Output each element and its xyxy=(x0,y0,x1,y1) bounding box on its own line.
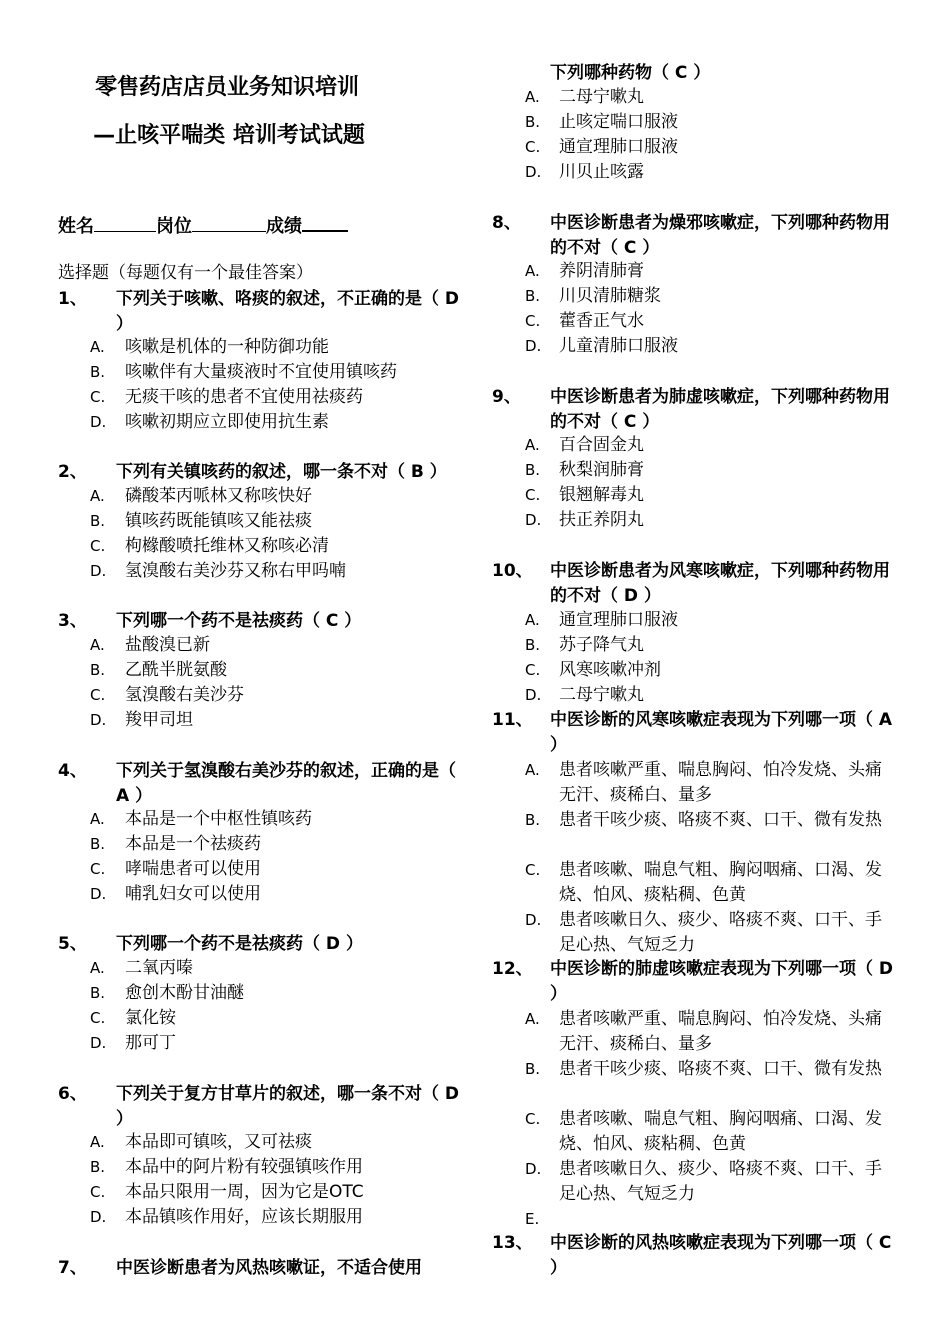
option-list xyxy=(0,335,470,435)
option[interactable] xyxy=(478,458,950,483)
option-letter: D. xyxy=(90,711,107,729)
question-number: 3、 xyxy=(58,611,87,631)
option-list xyxy=(478,608,950,708)
option[interactable] xyxy=(478,608,950,633)
option[interactable] xyxy=(0,1006,470,1031)
option-text: 藿香正气水 xyxy=(559,311,644,331)
option-text: 患者咳嗽严重、喘息胸闷、怕冷发烧、头痛无汗、痰稀白、量多 xyxy=(559,1009,882,1054)
option-letter: B. xyxy=(525,1060,541,1078)
option[interactable] xyxy=(478,284,950,309)
option[interactable] xyxy=(478,334,950,359)
option-list xyxy=(478,259,950,359)
option-letter: A. xyxy=(90,810,105,828)
option[interactable] xyxy=(0,534,470,559)
score-blank[interactable] xyxy=(302,212,348,232)
option-letter: C. xyxy=(525,861,541,879)
option-letter: B. xyxy=(90,661,106,679)
option-text: 川贝止咳露 xyxy=(559,162,644,182)
option[interactable] xyxy=(0,832,470,857)
option-letter: A. xyxy=(525,262,540,280)
option-text: 患者咳嗽日久、痰少、咯痰不爽、口干、手足心热、气短乏力 xyxy=(559,1159,882,1204)
option-letter: C. xyxy=(90,1009,106,1027)
option-text: 氯化铵 xyxy=(125,1008,176,1028)
option-text: 本品只限用一周，因为它是OTC xyxy=(125,1182,364,1202)
document-title: 零售药店店员业务知识培训 xyxy=(94,75,359,100)
option-letter: D. xyxy=(525,911,542,929)
option[interactable] xyxy=(0,807,470,832)
option-letter: C. xyxy=(525,138,541,156)
question-stem: 中医诊断的风寒咳嗽症表现为下列哪一项（ A ） xyxy=(550,710,893,755)
option[interactable] xyxy=(478,658,950,683)
option-letter: C. xyxy=(525,661,541,679)
option-text: 哺乳妇女可以使用 xyxy=(125,884,261,904)
option-text: 无痰干咳的患者不宜使用祛痰药 xyxy=(125,387,363,407)
option[interactable] xyxy=(0,1155,470,1180)
option-letter: B. xyxy=(525,636,541,654)
option-letter: A. xyxy=(525,611,540,629)
option-letter: C. xyxy=(525,312,541,330)
option[interactable] xyxy=(478,683,950,708)
question-stem: 下列关于氢溴酸右美沙芬的叙述，正确的是（ A ） xyxy=(116,761,456,806)
document-subtitle: —止咳平喘类 培训考试试题 xyxy=(93,123,365,148)
option-text: 风寒咳嗽冲剂 xyxy=(559,660,661,680)
instructions: 选择题（每题仅有一个最佳答案） xyxy=(58,263,313,283)
question-number: 5、 xyxy=(58,934,87,954)
option-letter: C. xyxy=(90,1183,106,1201)
question-stem: 下列哪一个药不是祛痰药（ C ） xyxy=(116,611,362,631)
option-letter: D. xyxy=(525,511,542,529)
option-list xyxy=(0,633,470,733)
option[interactable] xyxy=(0,385,470,410)
option-text: 扶正养阴丸 xyxy=(559,510,644,530)
option[interactable] xyxy=(478,110,950,135)
option-text: 咳嗽伴有大量痰液时不宜使用镇咳药 xyxy=(125,362,397,382)
option-text: 磷酸苯丙哌林又称咳快好 xyxy=(125,486,312,506)
option[interactable] xyxy=(0,360,470,385)
option[interactable] xyxy=(0,1031,470,1056)
option-text: 止咳定喘口服液 xyxy=(559,112,678,132)
option-letter: A. xyxy=(525,88,540,106)
option-text: 通宣理肺口服液 xyxy=(559,137,678,157)
option-letter: B. xyxy=(90,512,106,530)
option[interactable] xyxy=(0,410,470,435)
question-number: 12、 xyxy=(492,959,533,979)
option[interactable] xyxy=(478,309,950,334)
option-text: 二母宁嗽丸 xyxy=(559,87,644,107)
option[interactable] xyxy=(478,808,950,858)
question-stem: 中医诊断患者为风寒咳嗽症，下列哪种药物用的不对（ D ） xyxy=(550,561,890,606)
option[interactable] xyxy=(0,882,470,907)
option-letter: A. xyxy=(90,636,105,654)
option[interactable] xyxy=(0,658,470,683)
option-text: 患者咳嗽、喘息气粗、胸闷咽痛、口渴、发烧、怕风、痰粘稠、色黄 xyxy=(559,1109,882,1154)
option-letter: D. xyxy=(525,163,542,181)
option[interactable] xyxy=(0,981,470,1006)
question-number: 1、 xyxy=(58,289,87,309)
option-text: 患者干咳少痰、咯痰不爽、口干、微有发热 xyxy=(559,810,882,830)
option-letter: C. xyxy=(90,686,106,704)
option-list xyxy=(0,807,470,907)
question-stem-continued: 下列哪种药物（ C ） xyxy=(550,63,711,83)
option-list xyxy=(0,1130,470,1230)
option-text: 银翘解毒丸 xyxy=(559,485,644,505)
name-label: 姓名 xyxy=(58,216,94,237)
question-number: 10、 xyxy=(492,561,533,581)
option-letter: D. xyxy=(525,1160,542,1178)
option[interactable] xyxy=(478,508,950,533)
question-stem: 下列哪一个药不是祛痰药（ D ） xyxy=(116,934,363,954)
option[interactable] xyxy=(478,135,950,160)
question-stem: 中医诊断的肺虚咳嗽症表现为下列哪一项（ D ） xyxy=(550,959,894,1004)
option-text: 本品镇咳作用好，应该长期服用 xyxy=(125,1207,363,1227)
option-text: 秋梨润肺膏 xyxy=(559,460,644,480)
option[interactable] xyxy=(0,956,470,981)
option-letter: B. xyxy=(525,461,541,479)
option[interactable] xyxy=(0,1130,470,1155)
question-stem: 下列关于咳嗽、咯痰的叙述，不正确的是（ D ） xyxy=(116,289,460,334)
option-list xyxy=(478,758,950,958)
question-number: 2、 xyxy=(58,462,87,482)
option-text: 患者干咳少痰、咯痰不爽、口干、微有发热 xyxy=(559,1059,882,1079)
option[interactable] xyxy=(478,483,950,508)
option-text: 二母宁嗽丸 xyxy=(559,685,644,705)
option-letter: D. xyxy=(525,686,542,704)
question-stem: 中医诊断患者为肺虚咳嗽症，下列哪种药物用的不对（ C ） xyxy=(550,387,890,432)
option-text: 养阴清肺膏 xyxy=(559,261,644,281)
option-letter: B. xyxy=(90,363,106,381)
option-text: 乙酰半胱氨酸 xyxy=(125,660,227,680)
option[interactable] xyxy=(478,259,950,284)
option-letter: C. xyxy=(525,1110,541,1128)
option-text: 氢溴酸右美沙芬 xyxy=(125,685,244,705)
option-text: 盐酸溴已新 xyxy=(125,635,210,655)
option-letter: A. xyxy=(90,487,105,505)
option-letter: B. xyxy=(90,835,106,853)
option[interactable] xyxy=(0,484,470,509)
option-text: 愈创木酚甘油醚 xyxy=(125,983,244,1003)
option-letter: C. xyxy=(525,486,541,504)
option-text: 枸橼酸喷托维林又称咳必清 xyxy=(125,536,329,556)
option-letter: B. xyxy=(525,287,541,305)
option-list xyxy=(478,85,950,185)
option[interactable] xyxy=(0,1180,470,1205)
option[interactable] xyxy=(0,335,470,360)
option-text: 二氧丙嗪 xyxy=(125,958,193,978)
option-letter: B. xyxy=(525,113,541,131)
option-text: 患者咳嗽日久、痰少、咯痰不爽、口干、手足心热、气短乏力 xyxy=(559,910,882,955)
option[interactable] xyxy=(0,633,470,658)
score-label: 成绩 xyxy=(266,216,302,237)
question-number: 8、 xyxy=(492,213,521,233)
option-text: 通宣理肺口服液 xyxy=(559,610,678,630)
question-stem: 中医诊断的风热咳嗽症表现为下列哪一项（ C ） xyxy=(550,1233,892,1278)
option[interactable] xyxy=(478,858,950,908)
option-letter: C. xyxy=(90,860,106,878)
option-letter: E. xyxy=(525,1210,540,1228)
option[interactable] xyxy=(478,433,950,458)
option-letter: A. xyxy=(90,338,105,356)
option-letter: A. xyxy=(525,1010,540,1028)
option-letter: D. xyxy=(90,562,107,580)
option-letter: A. xyxy=(90,1133,105,1151)
question-number: 9、 xyxy=(492,387,521,407)
option-text: 氢溴酸右美沙芬又称右甲吗喃 xyxy=(125,561,346,581)
option-letter: D. xyxy=(90,1208,107,1226)
option-text: 苏子降气丸 xyxy=(559,635,644,655)
option-text: 川贝清肺糖浆 xyxy=(559,286,661,306)
option[interactable] xyxy=(478,1107,950,1157)
option[interactable] xyxy=(0,857,470,882)
option-letter: B. xyxy=(525,811,541,829)
option[interactable] xyxy=(478,1057,950,1107)
question-stem: 下列关于复方甘草片的叙述，哪一条不对（ D ） xyxy=(116,1084,460,1129)
option[interactable] xyxy=(478,1207,950,1232)
option-text: 羧甲司坦 xyxy=(125,710,193,730)
option-text: 咳嗽是机体的一种防御功能 xyxy=(125,337,329,357)
option[interactable] xyxy=(478,758,950,808)
question-number: 6、 xyxy=(58,1084,87,1104)
option-letter: C. xyxy=(90,537,106,555)
option-letter: B. xyxy=(90,984,106,1002)
option-letter: C. xyxy=(90,388,106,406)
option-text: 患者咳嗽严重、喘息胸闷、怕冷发烧、头痛无汗、痰稀白、量多 xyxy=(559,760,882,805)
option[interactable] xyxy=(478,85,950,110)
option-letter: D. xyxy=(525,337,542,355)
option-text: 镇咳药既能镇咳又能祛痰 xyxy=(125,511,312,531)
option[interactable] xyxy=(0,708,470,733)
option[interactable] xyxy=(0,683,470,708)
option-list xyxy=(0,956,470,1056)
option-letter: D. xyxy=(90,885,107,903)
student-info-line xyxy=(58,212,348,238)
option-letter: A. xyxy=(525,436,540,454)
option[interactable] xyxy=(478,908,950,958)
position-blank[interactable] xyxy=(192,213,266,232)
option-letter: A. xyxy=(525,761,540,779)
position-label: 岗位 xyxy=(156,216,192,237)
name-blank[interactable] xyxy=(94,213,156,232)
option[interactable] xyxy=(0,1205,470,1230)
option[interactable] xyxy=(0,509,470,534)
option[interactable] xyxy=(478,1157,950,1207)
option-list xyxy=(478,433,950,533)
option-letter: D. xyxy=(90,413,107,431)
option-text: 本品是一个祛痰药 xyxy=(125,834,261,854)
question-number: 7、 xyxy=(58,1258,87,1278)
option-text: 本品中的阿片粉有较强镇咳作用 xyxy=(125,1157,363,1177)
question-stem: 中医诊断患者为燥邪咳嗽症，下列哪种药物用的不对（ C ） xyxy=(550,213,890,258)
question-stem: 中医诊断患者为风热咳嗽证，不适合使用 xyxy=(116,1258,422,1278)
option-text: 那可丁 xyxy=(125,1033,176,1053)
option-letter: B. xyxy=(90,1158,106,1176)
option[interactable] xyxy=(478,633,950,658)
question-number: 11、 xyxy=(492,710,533,730)
question-number: 4、 xyxy=(58,761,87,781)
option-text: 咳嗽初期应立即使用抗生素 xyxy=(125,412,329,432)
question-number: 13、 xyxy=(492,1233,533,1253)
option-text: 患者咳嗽、喘息气粗、胸闷咽痛、口渴、发烧、怕风、痰粘稠、色黄 xyxy=(559,860,882,905)
question-stem: 下列有关镇咳药的叙述，哪一条不对（ B ） xyxy=(116,462,447,482)
option-list xyxy=(478,1007,950,1232)
option-letter: D. xyxy=(90,1034,107,1052)
option-text: 本品是一个中枢性镇咳药 xyxy=(125,809,312,829)
option[interactable] xyxy=(478,160,950,185)
option-text: 哮喘患者可以使用 xyxy=(125,859,261,879)
option-text: 本品即可镇咳，又可祛痰 xyxy=(125,1132,312,1152)
option[interactable] xyxy=(0,559,470,584)
option-text: 百合固金丸 xyxy=(559,435,644,455)
option[interactable] xyxy=(478,1007,950,1057)
option-text: 儿童清肺口服液 xyxy=(559,336,678,356)
option-letter: A. xyxy=(90,959,105,977)
option-list xyxy=(0,484,470,584)
